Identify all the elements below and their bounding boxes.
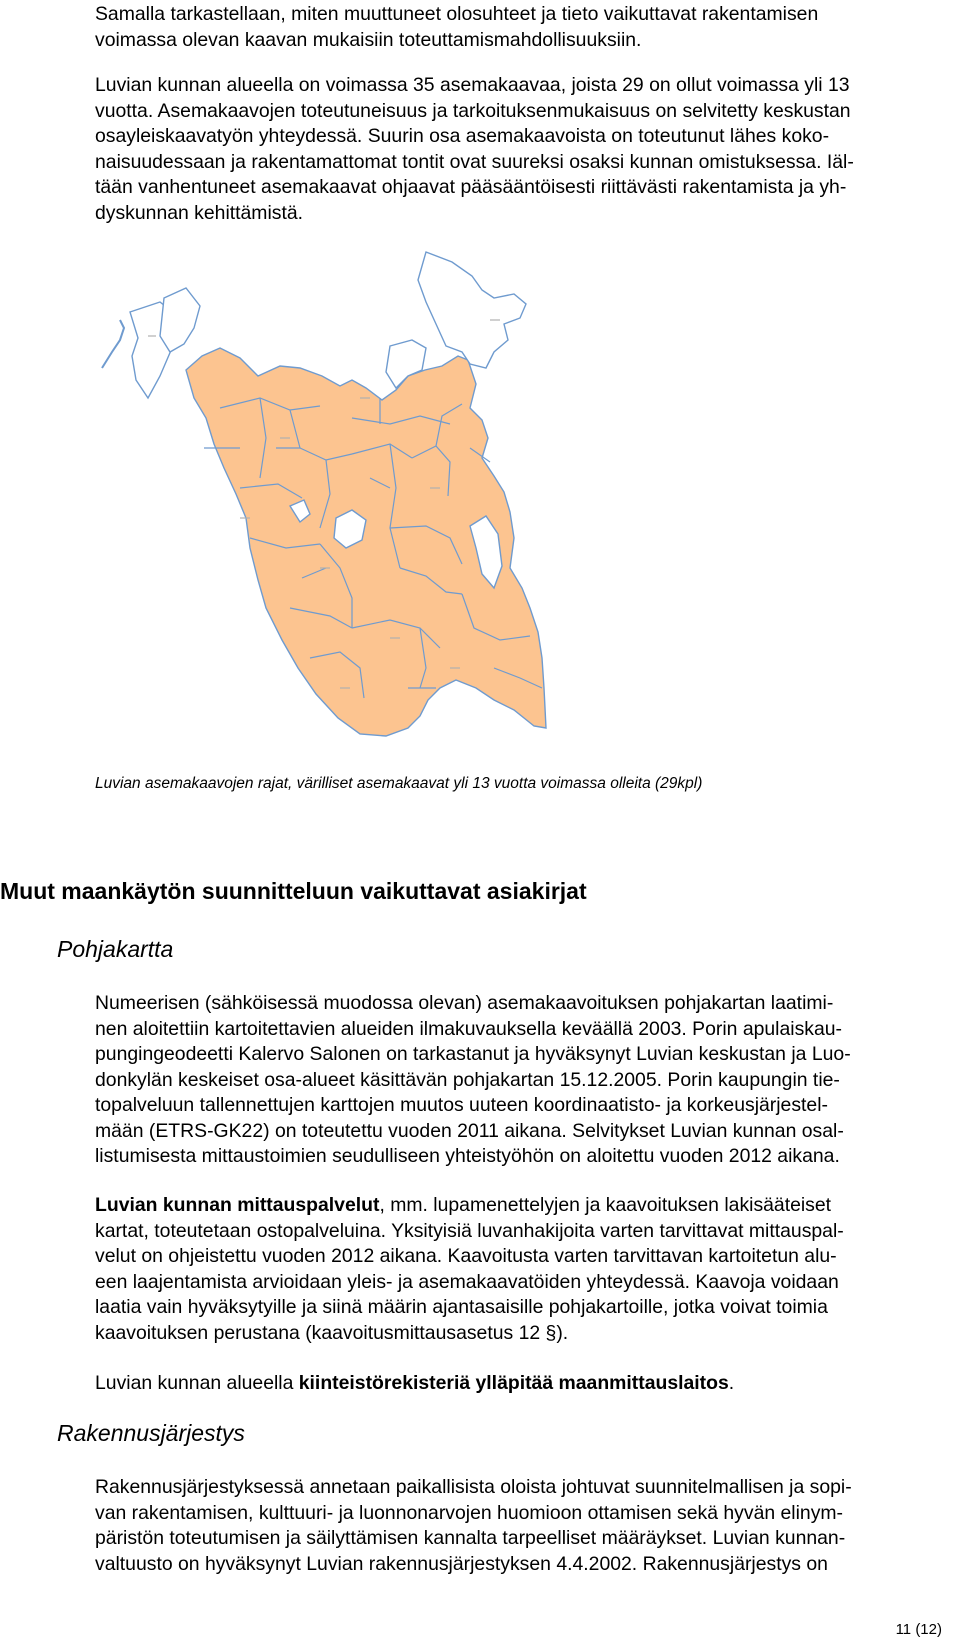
intro-paragraph xyxy=(95,2,955,53)
text-line: nen aloitettiin kartoitettavien alueiden ilmakuvauksella keväällä 2003. Porin apulaiskau- xyxy=(95,1017,842,1040)
text-line: laatia vain hyväksytyille ja siinä määrin ajantasaisille pohjakartoille, jotka voivat toimia xyxy=(95,1296,828,1318)
zoning-map xyxy=(90,248,570,768)
shoreline-line xyxy=(102,320,124,368)
zoning-area-new-plan xyxy=(160,288,200,352)
text-line: van rakentamisen, kulttuuri- ja luonnonarvojen huomioon ottamisen sekä hyvän elinym- xyxy=(95,1501,844,1524)
pohjakartta-paragraph xyxy=(95,991,955,1170)
text-line: tään vanhentuneet asemakaavat ohjaavat pääsääntöisesti riittävästi rakentamista ja yh- xyxy=(95,176,847,198)
text-line: Rakennusjärjestyksessä annetaan paikallisista oloista johtuvat suunnitelmallisen ja sopi- xyxy=(95,1476,852,1498)
text-line: dyskunnan kehittämistä. xyxy=(95,201,304,224)
subsection-heading-pohjakartta: Pohjakartta xyxy=(57,936,174,962)
text-span: Luvian kunnan alueella xyxy=(95,1372,299,1394)
text-line: osayleiskaavatyön yhteydessä. Suurin osa asemakaavoista on toteutunut lähes koko- xyxy=(95,125,830,147)
text-line: pungingeodeetti Kalervo Salonen on tarkastanut ja hyväksynyt Luvian keskustan ja Luo- xyxy=(95,1043,851,1065)
subsection-heading-rakennusjarjestys: Rakennusjärjestys xyxy=(57,1420,245,1446)
text-line: een laajentamista arvioidaan yleis- ja asemakaavatöiden yhteydessä. Kaavoja voidaan xyxy=(95,1270,839,1293)
text-line: velut on ohjeistettu vuoden 2012 aikana. Kaavoitusta varten tarvittavan kartoitetun alu- xyxy=(95,1245,837,1267)
mittaus-paragraph xyxy=(95,1193,955,1346)
text-line: Samalla tarkastellaan, miten muuttuneet olosuhteet ja tieto vaikuttavat rakentamisen xyxy=(95,3,819,25)
zoning-area-new-plan xyxy=(418,252,526,368)
text-line: vuotta. Asemakaavojen toteutuneisuus ja tarkoituksenmukaisuus on selvitetty keskustan xyxy=(95,99,851,122)
text-line: kartat, toteutetaan ostopalveluina. Yksityisiä luvanhakijoita varten tarvittavat mittauspal- xyxy=(95,1219,844,1242)
text-line xyxy=(95,1193,955,1219)
text-line: listumisesta mittaustoimien seudulliseen yhteistyöhön on aloitettu vuoden 2012 aikana. xyxy=(95,1145,840,1167)
text-line: donkylän keskeiset osa-alueet käsittävän pohjakartan 15.12.2005. Porin kaupungin tie- xyxy=(95,1068,840,1091)
section-heading: Muut maankäytön suunnitteluun vaikuttavat asiakirjat xyxy=(0,878,587,904)
map-caption: Luvian asemakaavojen rajat, värilliset asemakaavat yli 13 vuotta voimassa olleita (29kpl) xyxy=(95,775,703,792)
text-span: , mm. lupamenettelyjen ja kaavoituksen lakisääteiset xyxy=(379,1194,832,1216)
text-line: mään (ETRS-GK22) on toteutettu vuoden 2011 aikana. Selvitykset Luvian kunnan osal- xyxy=(95,1119,844,1142)
text-line: Numeerisen (sähköisessä muodossa olevan) asemakaavoituksen pohjakartan laatimi- xyxy=(95,992,834,1014)
kiinteisto-paragraph xyxy=(95,1371,955,1397)
text-line: topalveluun tallennettujen karttojen muutos uuteen koordinaatisto- ja korkeusjärjestel- xyxy=(95,1094,828,1116)
page-number: 11 (12) xyxy=(895,1621,942,1638)
text-line: päristön toteutumisen ja säilyttämisen kannalta tarpeelliset määräykset. Luvian kunnan- xyxy=(95,1527,846,1549)
text-line: naisuudessaan ja rakentamattomat tontit ovat suureksi osaksi kunnan omistuksessa. Iäl- xyxy=(95,150,854,173)
zoning-map-image xyxy=(90,248,570,768)
text-line: voimassa olevan kaavan mukaisiin toteuttamismahdollisuuksiin. xyxy=(95,28,642,51)
text-span: . xyxy=(728,1372,735,1394)
bold-lead: Luvian kunnan mittauspalvelut xyxy=(95,1194,380,1216)
rakennus-paragraph xyxy=(95,1475,955,1577)
asemakaava-paragraph xyxy=(95,73,955,226)
text-line: Luvian kunnan alueella on voimassa 35 asemakaavaa, joista 29 on ollut voimassa yli 13 xyxy=(95,74,850,96)
bold-text: kiinteistörekisteriä ylläpitää maanmittauslaitos xyxy=(298,1372,729,1394)
text-line: valtuusto on hyväksynyt Luvian rakennusjärjestyksen 4.4.2002. Rakennusjärjestys on xyxy=(95,1552,828,1575)
text-line: kaavoituksen perustana (kaavoitusmittausasetus 12 §). xyxy=(95,1321,569,1344)
